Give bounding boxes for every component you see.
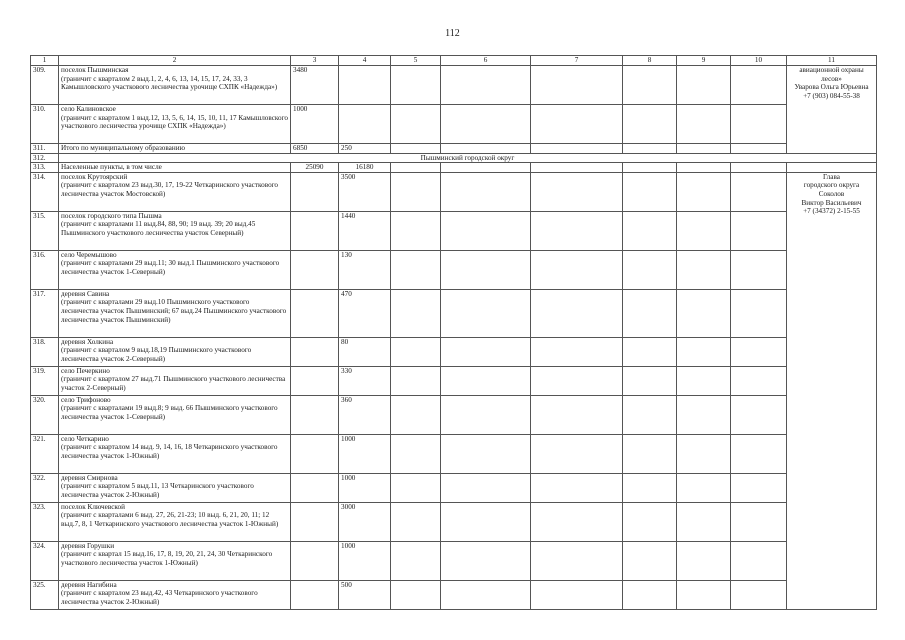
empty-cell xyxy=(623,105,677,144)
area-cell: 80 xyxy=(339,337,391,366)
row-number: 323. xyxy=(31,502,59,541)
empty-cell xyxy=(787,163,877,173)
empty-cell xyxy=(441,541,531,580)
area-cell: 3000 xyxy=(339,502,391,541)
empty-cell xyxy=(623,580,677,609)
settlement-name: поселок Пышминская xyxy=(61,66,129,74)
empty-cell xyxy=(531,502,623,541)
settlement-name: поселок городского типа Пышма xyxy=(61,211,162,220)
column-header: 9 xyxy=(677,56,731,66)
empty-cell xyxy=(623,473,677,502)
settlement-name: село Калиновское xyxy=(61,105,116,113)
table-row xyxy=(31,473,877,502)
row-number: 312. xyxy=(31,153,59,163)
empty-cell xyxy=(531,580,623,609)
empty-cell xyxy=(623,434,677,473)
column-header: 7 xyxy=(531,56,623,66)
column-header: 3 xyxy=(291,56,339,66)
column-header: 6 xyxy=(441,56,531,66)
empty-cell xyxy=(731,434,787,473)
area-cell xyxy=(291,211,339,250)
table-row xyxy=(31,289,877,337)
settlement-cell xyxy=(59,211,291,250)
empty-cell xyxy=(531,211,623,250)
boundary-description: (граничит с кварталом 2 выд.1, 2, 4, 6, 13, 14, 15, 17, 24, 33, 3 Камышловского участкового лесничества урочище СХПК «Надежда») xyxy=(61,74,278,92)
table-row xyxy=(31,144,877,154)
empty-cell xyxy=(441,337,531,366)
empty-cell xyxy=(441,434,531,473)
area-cell: 3500 xyxy=(339,172,391,211)
empty-cell xyxy=(391,163,441,173)
settlement-cell xyxy=(59,473,291,502)
settlement-name: деревня Горушки xyxy=(61,541,115,550)
area-cell: 250 xyxy=(339,144,391,154)
empty-cell xyxy=(623,144,677,154)
row-number: 315. xyxy=(31,211,59,250)
empty-cell xyxy=(531,66,623,105)
contact-cell xyxy=(787,66,877,154)
empty-cell xyxy=(391,105,441,144)
row-number: 313. xyxy=(31,163,59,173)
empty-cell xyxy=(731,144,787,154)
empty-cell xyxy=(623,172,677,211)
row-number: 316. xyxy=(31,250,59,289)
row-number: 325. xyxy=(31,580,59,609)
table-row xyxy=(31,366,877,395)
area-cell xyxy=(291,473,339,502)
empty-cell xyxy=(391,144,441,154)
empty-cell xyxy=(731,105,787,144)
row-number: 317. xyxy=(31,289,59,337)
row-number: 320. xyxy=(31,395,59,434)
page-number: 112 xyxy=(445,28,460,39)
area-cell xyxy=(291,250,339,289)
area-cell xyxy=(291,434,339,473)
table-row xyxy=(31,337,877,366)
empty-cell xyxy=(531,105,623,144)
contact-line: Виктор Васильевич xyxy=(801,198,862,207)
column-header: 11 xyxy=(787,56,877,66)
empty-cell xyxy=(391,434,441,473)
settlement-cell xyxy=(59,541,291,580)
contact-cell xyxy=(787,172,877,609)
column-header: 1 xyxy=(31,56,59,66)
empty-cell xyxy=(531,289,623,337)
empty-cell xyxy=(731,289,787,337)
empty-cell xyxy=(441,66,531,105)
table-row xyxy=(31,502,877,541)
empty-cell xyxy=(391,395,441,434)
empty-cell xyxy=(677,144,731,154)
empty-cell xyxy=(677,541,731,580)
area-cell: 16180 xyxy=(339,163,391,173)
table-row xyxy=(31,211,877,250)
empty-cell xyxy=(623,366,677,395)
settlement-cell xyxy=(59,66,291,105)
contact-line: Глава xyxy=(823,172,840,181)
empty-cell xyxy=(623,66,677,105)
empty-cell xyxy=(391,337,441,366)
settlement-cell xyxy=(59,395,291,434)
row-number: 319. xyxy=(31,366,59,395)
empty-cell xyxy=(441,366,531,395)
empty-cell xyxy=(677,473,731,502)
settlement-name: деревня Савина xyxy=(61,289,110,298)
settlement-name: поселок Ключевской xyxy=(61,502,125,511)
settlement-cell xyxy=(59,337,291,366)
empty-cell xyxy=(441,105,531,144)
empty-cell xyxy=(391,580,441,609)
empty-cell xyxy=(441,172,531,211)
boundary-description: (граничит с кварталами 29 выд.11; 30 выд.1 Пышминского участкового лесничества участок 1-Северный) xyxy=(61,259,280,276)
row-number: 311. xyxy=(31,144,59,154)
empty-cell xyxy=(731,502,787,541)
area-cell: 1440 xyxy=(339,211,391,250)
table-row xyxy=(31,250,877,289)
boundary-description: (граничит с квартал 15 выд.16, 17, 8, 19, 20, 21, 24, 30 Четкаринского участкового лесничества участок 1-Южный) xyxy=(61,550,273,567)
empty-cell xyxy=(441,144,531,154)
settlement-name: деревня Нагибина xyxy=(61,580,117,589)
area-cell: 1000 xyxy=(339,541,391,580)
empty-cell xyxy=(677,163,731,173)
empty-cell xyxy=(677,395,731,434)
empty-cell xyxy=(731,250,787,289)
empty-cell xyxy=(531,434,623,473)
empty-cell xyxy=(531,473,623,502)
area-cell: 1000 xyxy=(339,434,391,473)
boundary-description: (граничит с кварталами 29 выд.10 Пышминского участкового лесничества участок Пышминский; 67 выд.24 Пышминского участкового лесничества участок Пышминский) xyxy=(61,298,287,324)
column-header: 10 xyxy=(731,56,787,66)
boundary-description: (граничит с кварталом 9 выд.18,19 Пышминского участкового лесничества участок 2-Северный) xyxy=(61,346,252,363)
area-cell: 330 xyxy=(339,366,391,395)
empty-cell xyxy=(531,541,623,580)
boundary-description: (граничит с кварталом 14 выд. 9, 14, 16, 18 Четкаринского участкового лесничества участок 1-Южный) xyxy=(61,443,278,460)
empty-cell xyxy=(623,502,677,541)
area-cell xyxy=(291,395,339,434)
empty-cell xyxy=(531,337,623,366)
boundary-description: (граничит с кварталом 23 выд.42, 43 Четкаринского участкового лесничества участок 2-Южный) xyxy=(61,589,258,606)
empty-cell xyxy=(731,172,787,211)
settlement-cell xyxy=(59,502,291,541)
table-row xyxy=(31,66,877,105)
area-cell: 500 xyxy=(339,580,391,609)
empty-cell xyxy=(391,473,441,502)
column-header: 4 xyxy=(339,56,391,66)
column-header: 5 xyxy=(391,56,441,66)
settlement-cell xyxy=(59,366,291,395)
table-row xyxy=(31,172,877,211)
settlement-cell xyxy=(59,172,291,211)
empty-cell xyxy=(677,580,731,609)
boundary-description: (граничит с кварталами 11 выд.84, 88, 90; 19 выд. 39; 20 выд.45 Пышминского участкового лесничества участок Северный) xyxy=(61,220,256,237)
section-title: Пышминский городской округ xyxy=(59,153,877,163)
area-cell: 470 xyxy=(339,289,391,337)
settlement-name: село Черемышово xyxy=(61,250,117,259)
empty-cell xyxy=(441,502,531,541)
empty-cell xyxy=(677,172,731,211)
area-cell: 360 xyxy=(339,395,391,434)
empty-cell xyxy=(731,395,787,434)
area-cell xyxy=(291,289,339,337)
registry-table xyxy=(30,55,877,610)
area-cell: 1000 xyxy=(339,473,391,502)
column-header: 8 xyxy=(623,56,677,66)
empty-cell xyxy=(531,250,623,289)
empty-cell xyxy=(391,172,441,211)
boundary-description: (граничит с кварталом 27 выд.71 Пышминского участкового лесничества участок 2-Северный) xyxy=(61,375,286,392)
column-header: 2 xyxy=(59,56,291,66)
row-number: 309. xyxy=(31,66,59,105)
settlement-name: деревня Смирнова xyxy=(61,473,118,482)
area-cell xyxy=(291,337,339,366)
contact-line: +7 (34372) 2-15-55 xyxy=(803,207,860,216)
empty-cell xyxy=(731,163,787,173)
empty-cell xyxy=(391,366,441,395)
settlement-cell xyxy=(59,105,291,144)
table-row xyxy=(31,541,877,580)
settlement-name: Итого по муниципальному образованию xyxy=(61,144,185,152)
empty-cell xyxy=(391,250,441,289)
empty-cell xyxy=(623,163,677,173)
area-cell: 3480 xyxy=(291,66,339,105)
empty-cell xyxy=(441,163,531,173)
empty-cell xyxy=(531,172,623,211)
empty-cell xyxy=(731,366,787,395)
area-cell xyxy=(291,580,339,609)
boundary-description: (граничит с кварталом 23 выд.30, 17, 19-22 Четкаринского участкового лесничества участок Мостовской) xyxy=(61,181,279,198)
settlement-cell xyxy=(59,434,291,473)
empty-cell xyxy=(441,473,531,502)
empty-cell xyxy=(731,473,787,502)
area-cell: 1000 xyxy=(291,105,339,144)
row-number: 314. xyxy=(31,172,59,211)
empty-cell xyxy=(391,211,441,250)
area-cell: 6850 xyxy=(291,144,339,154)
area-cell xyxy=(339,66,391,105)
total-label: Населенные пункты, в том числе xyxy=(59,163,291,173)
row-number: 324. xyxy=(31,541,59,580)
boundary-description: (граничит с кварталами 19 выд.8; 9 выд. 66 Пышминского участкового лесничества участок 1-Северный) xyxy=(61,404,278,421)
contact-line: +7 (903) 084-55-38 xyxy=(803,91,860,100)
empty-cell xyxy=(731,337,787,366)
settlement-cell xyxy=(59,144,291,154)
empty-cell xyxy=(677,502,731,541)
empty-cell xyxy=(731,580,787,609)
area-cell xyxy=(339,105,391,144)
column-header-row xyxy=(31,56,877,66)
area-cell: 25090 xyxy=(291,163,339,173)
area-cell xyxy=(291,366,339,395)
empty-cell xyxy=(623,337,677,366)
empty-cell xyxy=(391,66,441,105)
empty-cell xyxy=(441,250,531,289)
settlement-name: село Четкарино xyxy=(61,434,109,443)
table-row xyxy=(31,580,877,609)
settlement-cell xyxy=(59,580,291,609)
empty-cell xyxy=(623,250,677,289)
empty-cell xyxy=(531,144,623,154)
empty-cell xyxy=(677,366,731,395)
total-row xyxy=(31,163,877,173)
row-number: 310. xyxy=(31,105,59,144)
empty-cell xyxy=(623,395,677,434)
empty-cell xyxy=(391,541,441,580)
row-number: 322. xyxy=(31,473,59,502)
contact-line: Соколов xyxy=(818,189,845,198)
empty-cell xyxy=(623,541,677,580)
empty-cell xyxy=(731,66,787,105)
empty-cell xyxy=(391,289,441,337)
settlement-name: поселок Крутоярский xyxy=(61,172,128,181)
settlement-name: село Печеркино xyxy=(61,366,110,375)
boundary-description: (граничит с кварталом 1 выд.12, 13, 5, 6, 14, 15, 10, 11, 17 Камышловского участкового лесничества урочище СХПК «Надежда») xyxy=(61,113,289,131)
empty-cell xyxy=(531,395,623,434)
row-number: 318. xyxy=(31,337,59,366)
empty-cell xyxy=(623,211,677,250)
empty-cell xyxy=(731,541,787,580)
area-cell xyxy=(291,541,339,580)
table-row xyxy=(31,105,877,144)
table-row xyxy=(31,395,877,434)
row-number: 321. xyxy=(31,434,59,473)
area-cell: 130 xyxy=(339,250,391,289)
empty-cell xyxy=(623,289,677,337)
empty-cell xyxy=(677,250,731,289)
empty-cell xyxy=(677,434,731,473)
contact-line: авиационной охраны лесов» xyxy=(799,66,864,83)
section-row xyxy=(31,153,877,163)
empty-cell xyxy=(677,66,731,105)
empty-cell xyxy=(677,211,731,250)
settlement-name: деревня Холкина xyxy=(61,337,114,346)
boundary-description: (граничит с кварталами 6 выд. 27, 26, 21-23; 10 выд. 6, 21, 20, 11; 12 выд.7, 8, 1 Четкаринского участкового лесничества участок 1-Южный) xyxy=(61,511,279,528)
empty-cell xyxy=(731,211,787,250)
empty-cell xyxy=(531,366,623,395)
empty-cell xyxy=(441,580,531,609)
table-row xyxy=(31,434,877,473)
boundary-description: (граничит с кварталом 5 выд.11, 13 Четкаринского участкового лесничества участок 2-Южный) xyxy=(61,482,254,499)
settlement-cell xyxy=(59,289,291,337)
settlement-cell xyxy=(59,250,291,289)
contact-line: Уварова Ольга Юрьевна xyxy=(794,83,869,92)
empty-cell xyxy=(677,289,731,337)
settlement-name: село Трифоново xyxy=(61,395,111,404)
empty-cell xyxy=(677,105,731,144)
empty-cell xyxy=(441,211,531,250)
empty-cell xyxy=(441,395,531,434)
area-cell xyxy=(291,502,339,541)
empty-cell xyxy=(441,289,531,337)
contact-line: городского округа xyxy=(803,181,860,190)
empty-cell xyxy=(677,337,731,366)
area-cell xyxy=(291,172,339,211)
empty-cell xyxy=(531,163,623,173)
empty-cell xyxy=(391,502,441,541)
